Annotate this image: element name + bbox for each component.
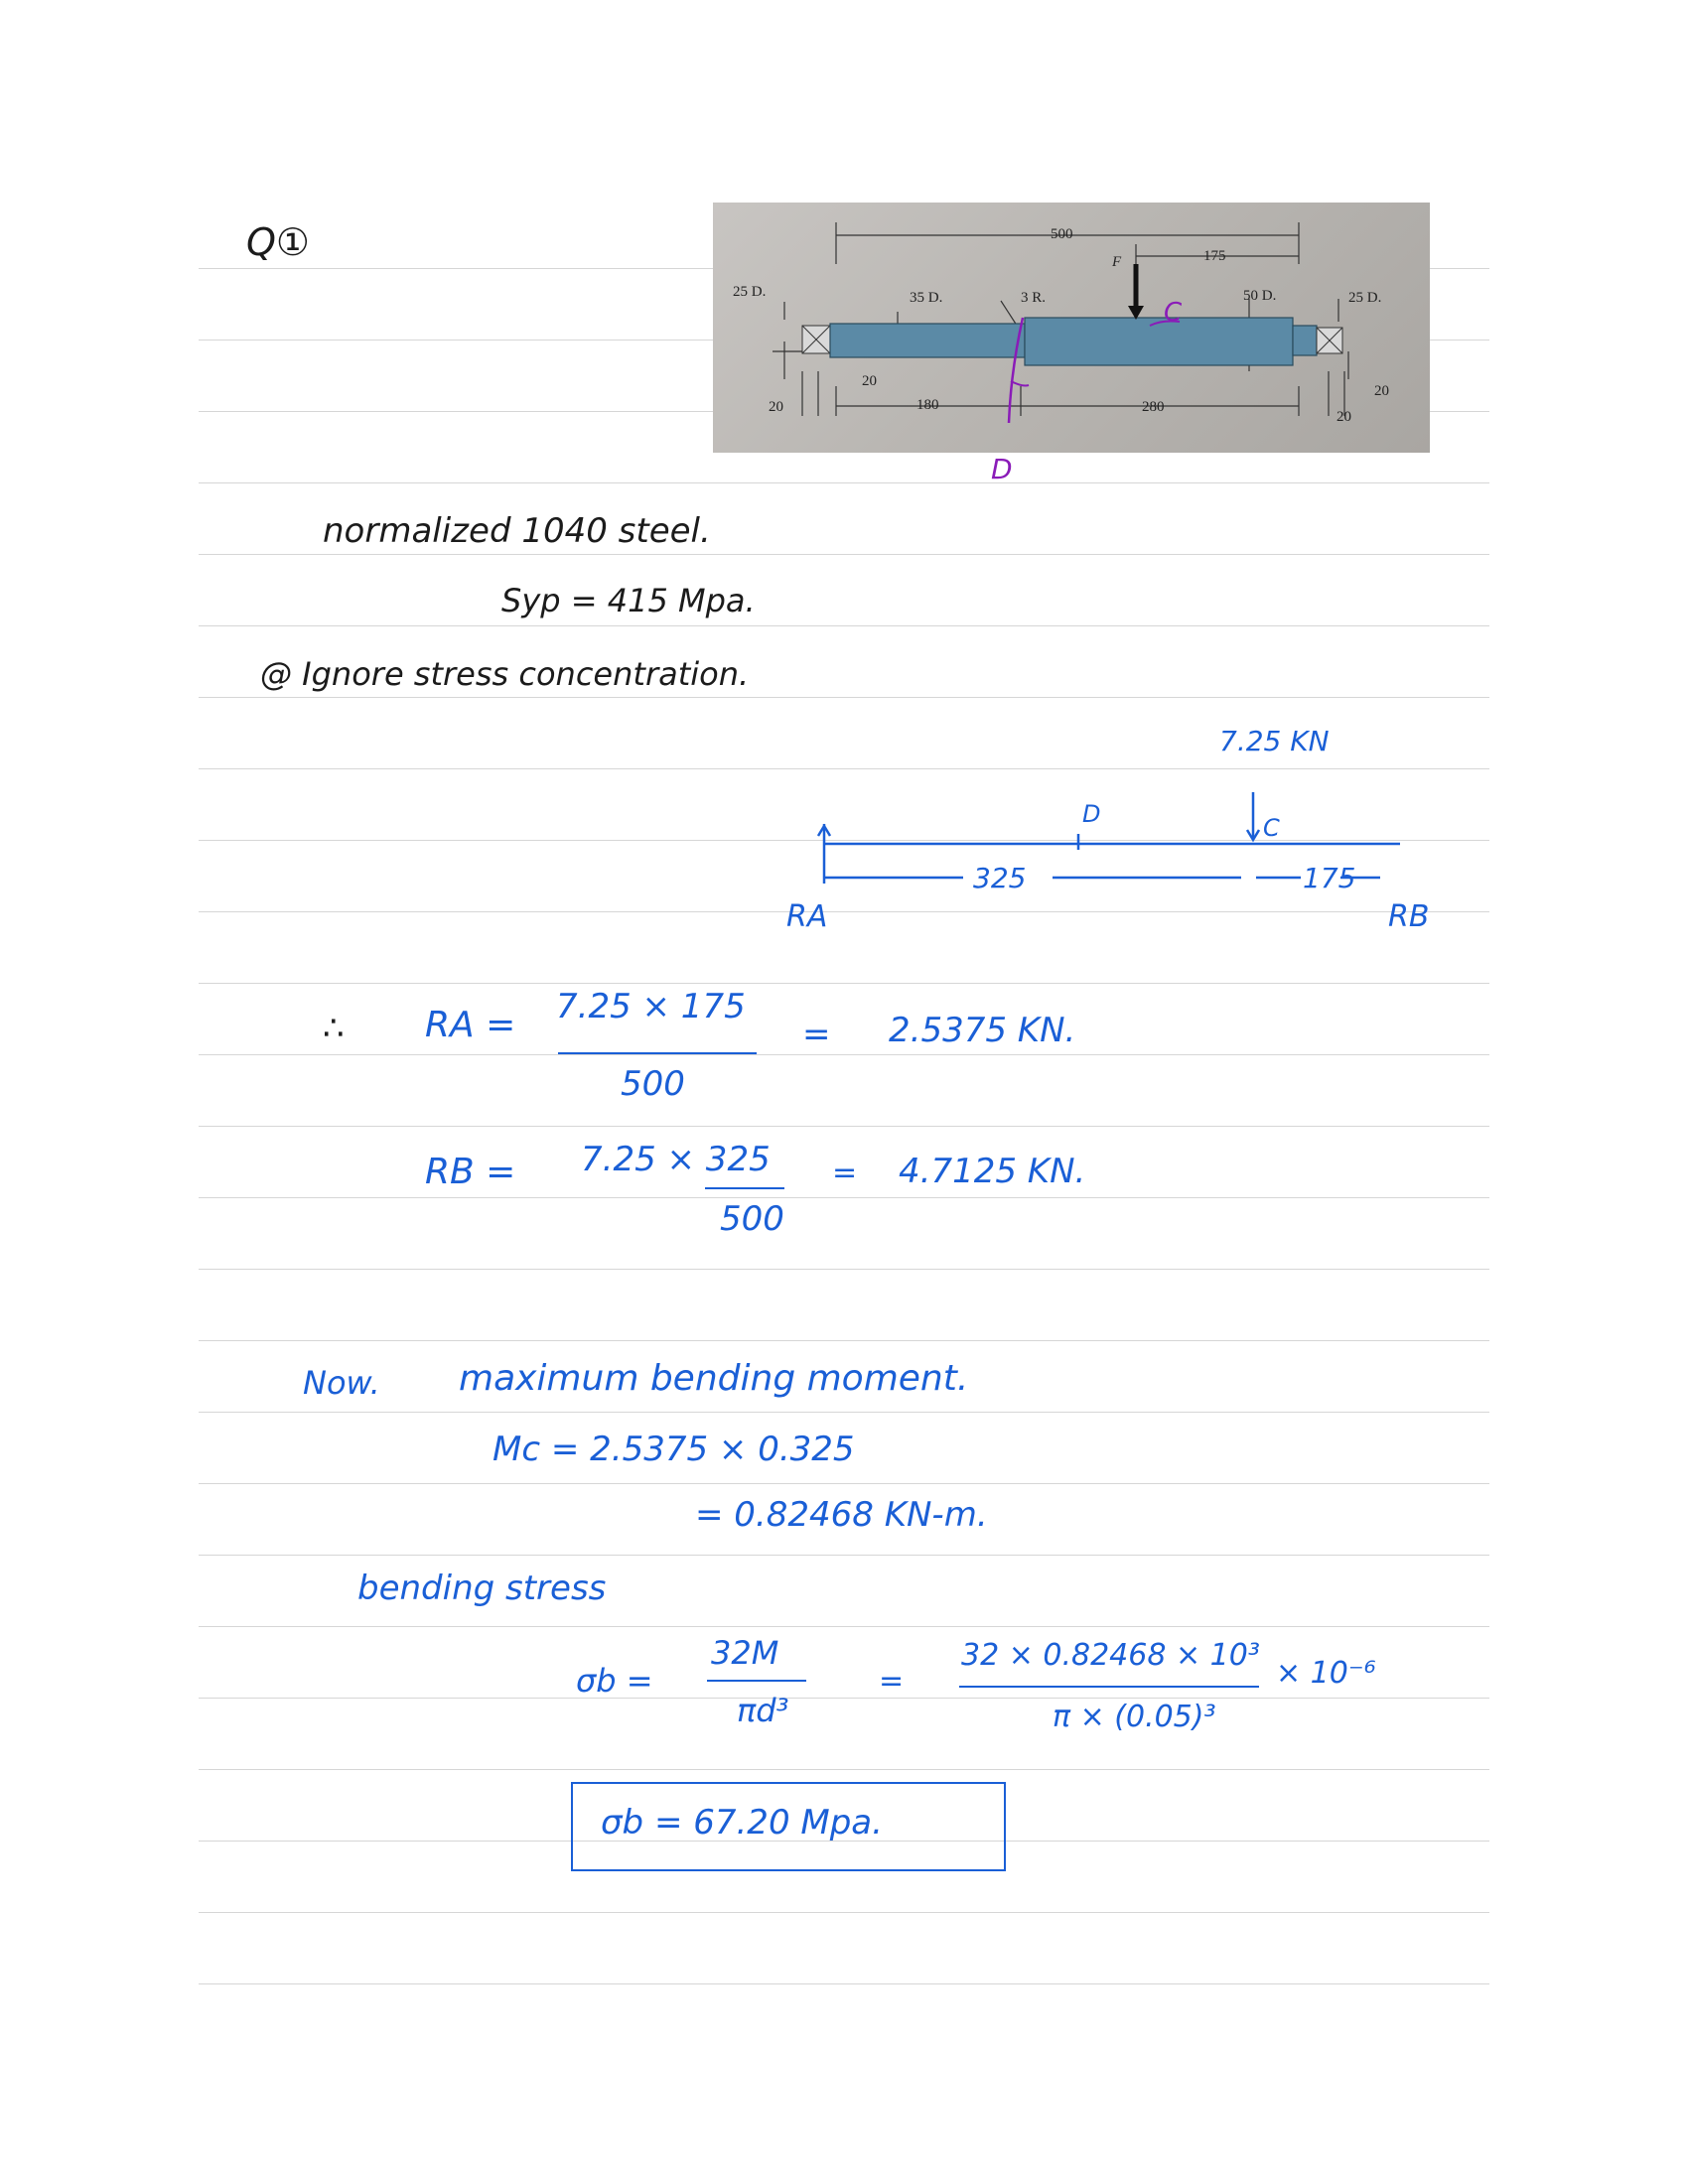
fbd-point-d: D xyxy=(1082,800,1101,828)
fbd-ra: RA xyxy=(786,899,828,934)
dim-280: 280 xyxy=(1142,399,1165,415)
dim-180: 180 xyxy=(916,397,939,413)
shaft-figure xyxy=(713,203,1430,453)
rb-lhs: RB = xyxy=(425,1152,516,1192)
dim-20-right-a: 20 xyxy=(1374,383,1389,399)
calc-factor: × 10⁻⁶ xyxy=(1276,1656,1376,1691)
dim-20-left: 20 xyxy=(769,399,783,415)
free-body-diagram xyxy=(804,784,1400,923)
notebook-rule xyxy=(199,1197,1489,1198)
calc-numerator: 32 × 0.82468 × 10³ xyxy=(961,1638,1260,1673)
notebook-rule xyxy=(199,768,1489,769)
ra-fraction-line xyxy=(558,1052,757,1054)
dim-175: 175 xyxy=(1203,248,1226,264)
annotation-d: D xyxy=(991,453,1013,485)
notebook-rule xyxy=(199,1054,1489,1055)
final-answer: σb = 67.20 Mpa. xyxy=(601,1803,883,1843)
formula-fraction-line xyxy=(707,1680,806,1682)
dim-overall: 500 xyxy=(1051,226,1073,242)
rb-equals: = xyxy=(832,1156,858,1190)
rb-fraction-line xyxy=(705,1187,784,1189)
notebook-rule xyxy=(199,697,1489,698)
stress-heading: bending stress xyxy=(357,1569,607,1608)
notebook-rule xyxy=(199,1412,1489,1413)
ra-equals: = xyxy=(802,1015,831,1054)
notebook-rule xyxy=(199,1769,1489,1770)
therefore-symbol: ∴ xyxy=(323,1009,345,1048)
dim-force-label: F xyxy=(1112,254,1122,270)
now-label: Now. xyxy=(303,1364,380,1402)
notebook-rule xyxy=(199,625,1489,626)
fbd-dist-175: 175 xyxy=(1303,862,1356,894)
rb-numerator: 7.25 × 325 xyxy=(581,1140,771,1179)
material-line: normalized 1040 steel. xyxy=(323,511,711,551)
notebook-rule xyxy=(199,482,1489,483)
part-a-line: @ Ignore stress concentration. xyxy=(260,655,750,693)
notebook-rule xyxy=(199,1983,1489,1984)
ra-lhs: RA = xyxy=(425,1005,516,1045)
annotation-c: C xyxy=(1164,298,1183,328)
ra-result: 2.5375 KN. xyxy=(889,1011,1076,1050)
notebook-rule xyxy=(199,1626,1489,1627)
formula-numerator: 32M xyxy=(711,1634,779,1672)
mc-result: = 0.82468 KN-m. xyxy=(695,1495,988,1535)
dim-3r: 3 R. xyxy=(1021,290,1047,306)
fbd-rb: RB xyxy=(1388,899,1430,934)
notebook-rule xyxy=(199,1555,1489,1556)
calc-fraction-line xyxy=(959,1686,1259,1688)
ra-numerator: 7.25 × 175 xyxy=(556,987,746,1026)
dim-20-right-b: 20 xyxy=(1336,409,1351,425)
dim-25d-right: 25 D. xyxy=(1348,290,1382,306)
fbd-dist-325: 325 xyxy=(973,862,1027,894)
calc-denominator: π × (0.05)³ xyxy=(1053,1700,1216,1734)
notebook-rule xyxy=(199,1698,1489,1699)
fbd-point-c: C xyxy=(1263,814,1280,842)
ra-denominator: 500 xyxy=(621,1064,685,1104)
notebook-rule xyxy=(199,554,1489,555)
moment-heading: maximum bending moment. xyxy=(459,1358,969,1399)
dim-50d: 50 D. xyxy=(1243,288,1277,304)
notebook-rule xyxy=(199,1912,1489,1913)
question-label: Q① xyxy=(246,220,310,264)
dim-20-top: 20 xyxy=(862,373,877,389)
notebook-rule xyxy=(199,1340,1489,1341)
formula-equals: = xyxy=(879,1664,905,1699)
rb-denominator: 500 xyxy=(720,1199,784,1239)
fbd-load: 7.25 KN xyxy=(1219,725,1330,757)
mc-line: Mc = 2.5375 × 0.325 xyxy=(492,1430,855,1469)
notebook-rule xyxy=(199,1483,1489,1484)
dim-35d: 35 D. xyxy=(910,290,943,306)
notebook-rule xyxy=(199,1126,1489,1127)
notebook-rule xyxy=(199,1269,1489,1270)
rb-result: 4.7125 KN. xyxy=(899,1152,1086,1191)
formula-denominator: πd³ xyxy=(737,1692,789,1729)
syp-line: Syp = 415 Mpa. xyxy=(501,582,756,619)
notebook-rule xyxy=(199,983,1489,984)
dim-25d-left: 25 D. xyxy=(733,284,767,300)
sigma-lhs: σb = xyxy=(576,1662,653,1700)
